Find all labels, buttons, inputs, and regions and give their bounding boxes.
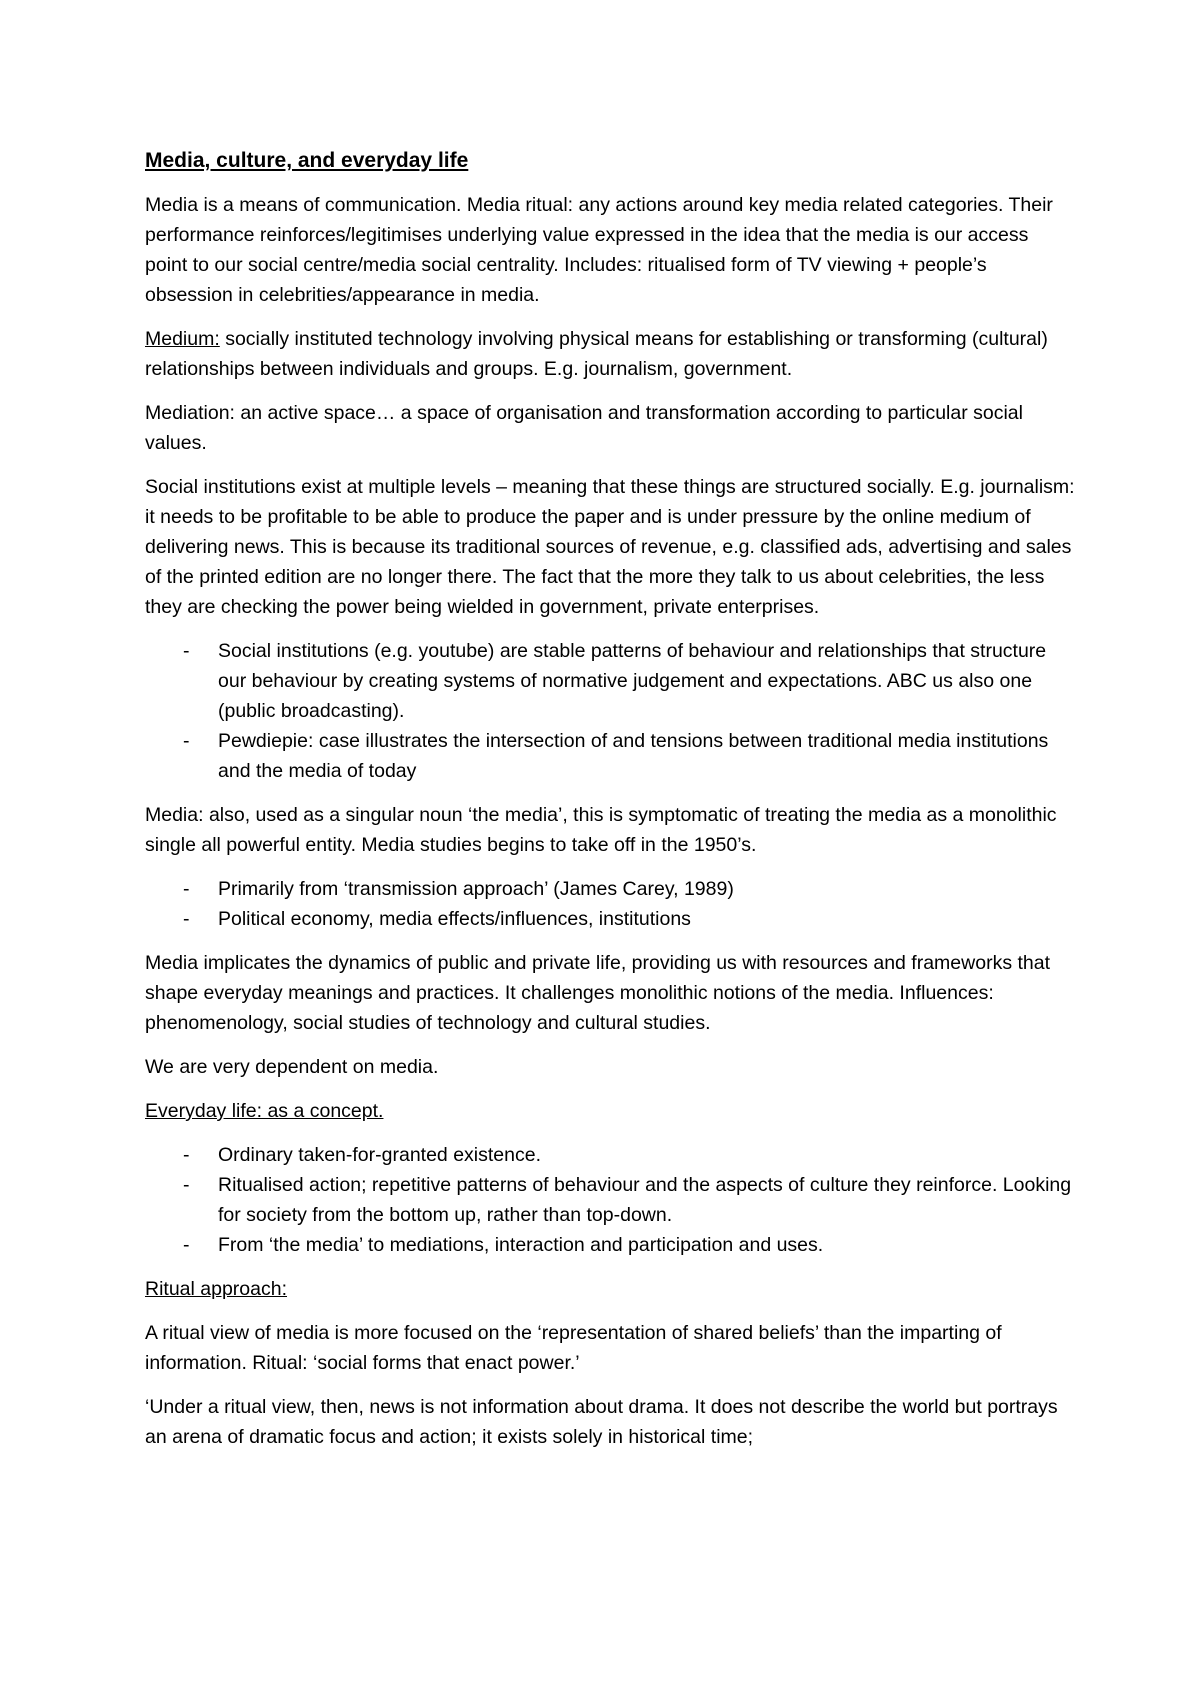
list-everyday-life bbox=[145, 1140, 1075, 1260]
list-item: - Ritualised action; repetitive patterns of behaviour and the aspects of culture they reinforce. Looking for society from the bottom up, rather than top-down. bbox=[145, 1170, 1075, 1230]
list-item: - Ordinary taken-for-granted existence. bbox=[145, 1140, 1075, 1170]
paragraph-social-institutions: Social institutions exist at multiple levels – meaning that these things are structured socially. E.g. journalism: it needs to be profitable to be able to produce the paper and is under pressure by the online medium of delivering news. This is because its traditional sources of revenue, e.g. classified ads, advertising and sales of the printed edition are no longer there. The fact that the more they talk to us about celebrities, the less they are checking the power being wielded in government, private enterprises. bbox=[145, 476, 1075, 618]
paragraph-dependent: We are very dependent on media. bbox=[145, 1056, 439, 1078]
document-title: Media, culture, and everyday life bbox=[145, 149, 469, 172]
medium-label: Medium: bbox=[145, 328, 220, 350]
paragraph-media-singular: Media: also, used as a singular noun ‘the media’, this is symptomatic of treating the media as a monolithic single all powerful entity. Media studies begins to take off in the 1950’s. bbox=[145, 804, 1057, 856]
paragraph-quote: ‘Under a ritual view, then, news is not information about drama. It does not describe the world but portrays an arena of dramatic focus and action; it exists solely in historical time; bbox=[145, 1396, 1058, 1448]
paragraph-media-implicates: Media implicates the dynamics of public and private life, providing us with resources and frameworks that shape everyday meanings and practices. It challenges monolithic notions of the media. Influences: phenomenology, social studies of technology and cultural studies. bbox=[145, 952, 1051, 1034]
paragraph-ritual-view: A ritual view of media is more focused on the ‘representation of shared beliefs’ than the imparting of information. Ritual: ‘social forms that enact power.’ bbox=[145, 1322, 1002, 1374]
paragraph-medium bbox=[145, 324, 1075, 384]
heading-ritual-approach: Ritual approach: bbox=[145, 1278, 288, 1300]
list-item: - Social institutions (e.g. youtube) are stable patterns of behaviour and relationships that structure our behaviour by creating systems of normative judgement and expectations. ABC us also one (public broadcasting). bbox=[145, 636, 1075, 726]
paragraph-media-means: Media is a means of communication. Media ritual: any actions around key media related categories. Their performance reinforces/legitimises underlying value expressed in the idea that the media is our access point to our social centre/media social centrality. Includes: ritualised form of TV viewing + people’s obsession in celebrities/appearance in media. bbox=[145, 194, 1053, 306]
heading-everyday-life: Everyday life: as a concept. bbox=[145, 1100, 384, 1122]
document-page bbox=[145, 146, 1075, 1466]
medium-definition: socially instituted technology involving physical means for establishing or transforming (cultural) relationships between individuals and groups. E.g. journalism, government. bbox=[145, 328, 1048, 380]
list-media-studies bbox=[145, 874, 1075, 934]
list-item: - Pewdiepie: case illustrates the intersection of and tensions between traditional media institutions and the media of today bbox=[145, 726, 1075, 786]
list-social-institutions bbox=[145, 636, 1075, 786]
paragraph-mediation: Mediation: an active space… a space of organisation and transformation according to particular social values. bbox=[145, 402, 1023, 454]
list-item: - Primarily from ‘transmission approach’ (James Carey, 1989) bbox=[145, 874, 1075, 904]
list-item: - From ‘the media’ to mediations, interaction and participation and uses. bbox=[145, 1230, 1075, 1260]
list-item: - Political economy, media effects/influences, institutions bbox=[145, 904, 1075, 934]
